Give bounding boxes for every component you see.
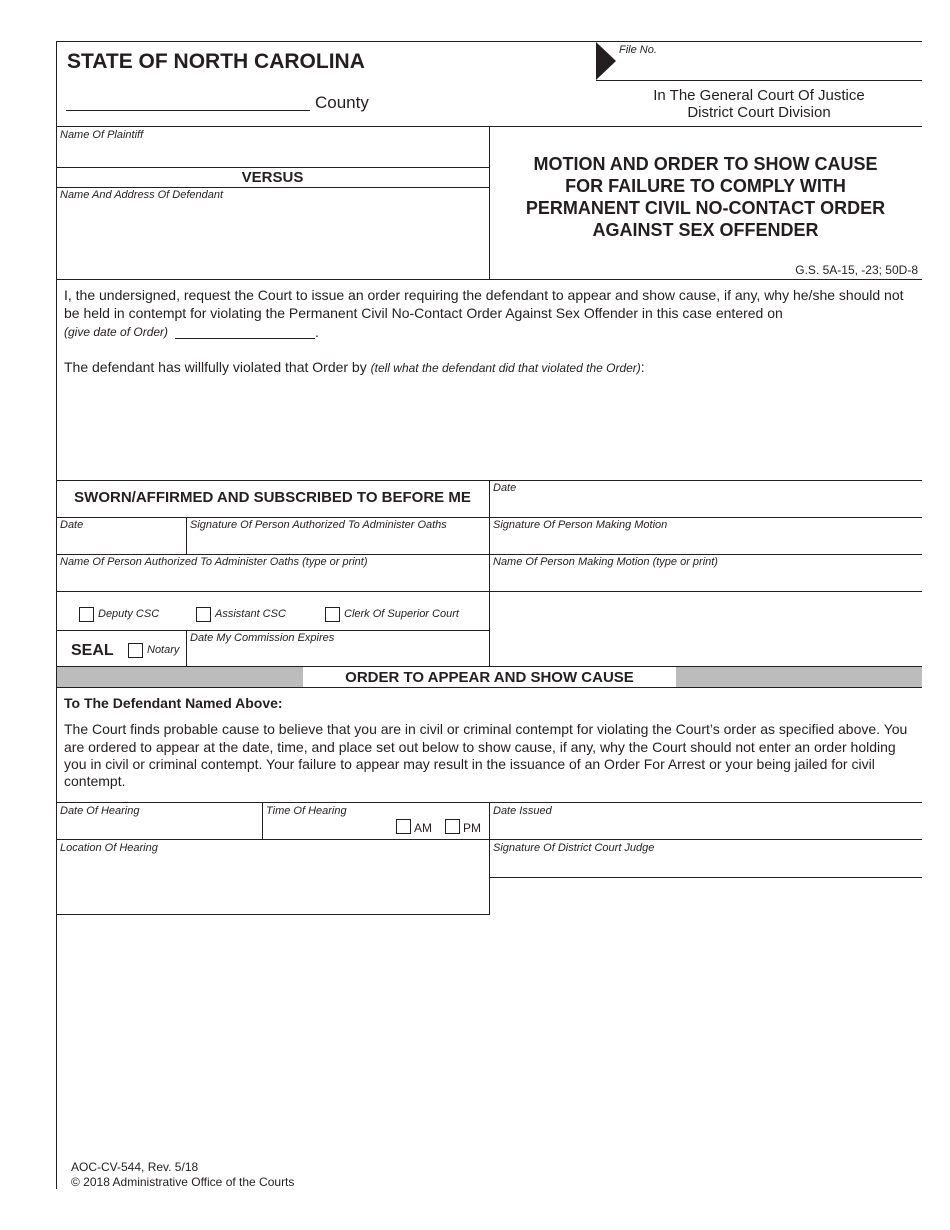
form-number: AOC-CV-544, Rev. 5/18	[71, 1160, 199, 1174]
seal-label: SEAL	[71, 642, 114, 659]
sworn-row-line-2	[56, 554, 922, 555]
order-date-input[interactable]	[177, 322, 313, 337]
hearing-row-line	[56, 839, 922, 840]
movant-signature-input[interactable]	[494, 534, 918, 552]
order-heading-band-left	[57, 667, 303, 687]
notary-label: Notary	[147, 644, 180, 656]
county-underline	[66, 110, 310, 111]
to-defendant-heading: To The Defendant Named Above:	[64, 695, 283, 711]
court-line-1: In The General Court Of Justice	[653, 87, 865, 104]
form-title-line-4: AGAINST SEX OFFENDER	[592, 220, 819, 240]
violation-description-input[interactable]	[64, 380, 914, 476]
commission-label: Date My Commission Expires	[190, 632, 335, 644]
sworn-date-input[interactable]	[60, 534, 182, 552]
sworn-row-line-3	[56, 591, 922, 592]
file-no-underline	[596, 80, 922, 81]
order-heading-bottom-line	[56, 687, 922, 688]
location-hearing-input[interactable]	[60, 857, 484, 911]
time-hearing-label: Time Of Hearing	[266, 805, 347, 817]
order-body-line-1: The Court finds probable cause to believe that you are in civil or criminal contempt for violating the Court’s order as specified above. You	[64, 721, 908, 737]
deputy-csc-label: Deputy CSC	[98, 608, 160, 620]
notary-checkbox[interactable]	[128, 643, 143, 658]
violation-text	[64, 359, 645, 377]
clerk-superior-label: Clerk Of Superior Court	[344, 608, 459, 620]
order-date-underline	[175, 338, 315, 339]
court-line-2: District Court Division	[687, 104, 831, 121]
sworn-divider	[489, 480, 490, 666]
judge-signature-input[interactable]	[494, 857, 918, 875]
form-left-border	[56, 41, 57, 1189]
hearing-time-divider	[262, 802, 263, 839]
plaintiff-input[interactable]	[60, 145, 484, 165]
movant-signature-label: Signature Of Person Making Motion	[493, 519, 668, 531]
date-issued-input[interactable]	[494, 820, 918, 837]
order-heading: ORDER TO APPEAR AND SHOW CAUSE	[345, 669, 634, 686]
plaintiff-label: Name Of Plaintiff	[60, 129, 144, 141]
judge-signature-bottom-line	[489, 877, 922, 878]
sworn-date-divider	[186, 517, 187, 554]
sworn-row-line-4	[56, 630, 489, 631]
am-checkbox[interactable]	[396, 819, 411, 834]
commission-divider	[186, 630, 187, 666]
movant-name-input[interactable]	[494, 571, 918, 589]
location-hearing-label: Location Of Hearing	[60, 842, 158, 854]
judge-signature-label: Signature Of District Court Judge	[493, 842, 655, 854]
parties-bottom-line	[56, 279, 922, 280]
plaintiff-bottom-line	[56, 167, 489, 168]
order-heading-band-right	[676, 667, 922, 687]
pm-checkbox[interactable]	[445, 819, 460, 834]
order-body-line-4: contempt.	[64, 773, 126, 789]
pm-label: PM	[463, 821, 481, 835]
order-date-prompt: (give date of Order)	[64, 325, 169, 339]
county-input[interactable]	[68, 92, 308, 109]
time-hearing-input[interactable]	[266, 820, 392, 837]
violation-prompt: (tell what the defendant did that violated the Order)	[370, 361, 641, 375]
clerk-superior-checkbox[interactable]	[325, 607, 340, 622]
file-no-label: File No.	[619, 44, 657, 56]
movant-date-label: Date	[493, 482, 517, 494]
order-body-line-2: are ordered to appear at the date, time, and place set out below to show cause, if any, why the Court should not enter an order holding	[64, 739, 896, 755]
form-top-border	[56, 41, 922, 42]
motion-text-line-1: I, the undersigned, request the Court to issue an order requiring the defendant to appear and show cause, if any, why he/she should not	[64, 287, 904, 303]
sworn-name-input[interactable]	[60, 571, 484, 589]
hearing-bottom-line	[56, 914, 490, 915]
sworn-name-label: Name Of Person Authorized To Administer Oaths (type or print)	[60, 556, 368, 568]
defendant-input[interactable]	[60, 205, 484, 275]
violation-text-main: The defendant has willfully violated that Order by	[64, 359, 367, 375]
commission-input[interactable]	[190, 647, 485, 664]
violation-colon: :	[640, 359, 645, 375]
order-body-line-3: you in civil or criminal contempt. Your failure to appear may result in the issuance of an Order For Arrest or your being jailed for civil	[64, 756, 875, 772]
date-hearing-label: Date Of Hearing	[60, 805, 140, 817]
deputy-csc-checkbox[interactable]	[79, 607, 94, 622]
versus-label: VERSUS	[241, 169, 304, 186]
sworn-heading: SWORN/AFFIRMED AND SUBSCRIBED TO BEFORE ME	[74, 489, 471, 506]
date-issued-label: Date Issued	[493, 805, 552, 817]
statute-citation: G.S. 5A-15, -23; 50D-8	[795, 263, 918, 277]
sworn-signature-input[interactable]	[190, 534, 485, 552]
order-date-period: .	[315, 324, 319, 340]
motion-text-line-2: be held in contempt for violating the Permanent Civil No-Contact Order Against Sex Offender in this case entered on	[64, 305, 783, 321]
copyright: © 2018 Administrative Office of the Courts	[71, 1175, 295, 1189]
defendant-label: Name And Address Of Defendant	[60, 189, 224, 201]
movant-name-label: Name Of Person Making Motion (type or print)	[493, 556, 718, 568]
versus-bottom-line	[56, 187, 489, 188]
sworn-signature-label: Signature Of Person Authorized To Administer Oaths	[190, 519, 447, 531]
sworn-date-label: Date	[60, 519, 84, 531]
date-hearing-input[interactable]	[60, 820, 258, 837]
state-title: STATE OF NORTH CAROLINA	[67, 50, 365, 73]
form-title-line-2: FOR FAILURE TO COMPLY WITH	[565, 176, 846, 196]
assistant-csc-label: Assistant CSC	[215, 608, 286, 620]
form-title-line-3: PERMANENT CIVIL NO-CONTACT ORDER	[525, 198, 886, 218]
county-label: County	[315, 93, 369, 112]
am-label: AM	[414, 821, 432, 835]
movant-date-input[interactable]	[494, 496, 918, 514]
hearing-divider	[489, 802, 490, 915]
form-title-line-1: MOTION AND ORDER TO SHOW CAUSE	[533, 154, 878, 174]
assistant-csc-checkbox[interactable]	[196, 607, 211, 622]
file-no-arrow-icon	[596, 42, 616, 80]
file-no-input[interactable]	[620, 58, 920, 78]
